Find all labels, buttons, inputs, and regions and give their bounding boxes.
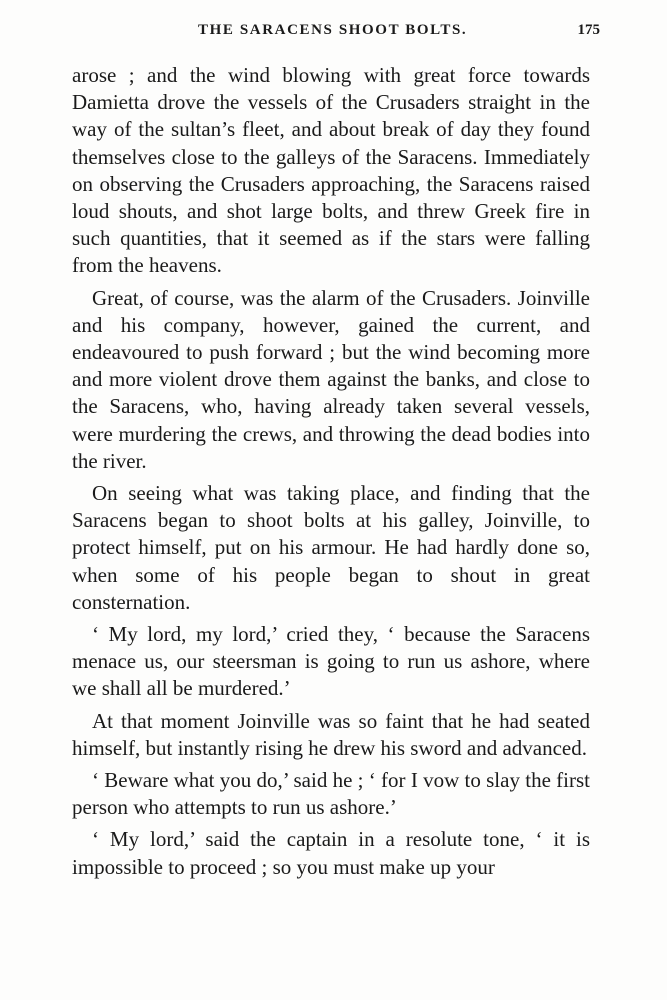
- body-text: [72, 62, 590, 881]
- paragraph-3: On seeing what was taking place, and finding that the Saracens began to shoot bolts at his galley, Joinville, to protect himself, put on his armour. He had hardly done so, when some of his people began to shout in great consternation.: [72, 481, 590, 614]
- paragraph-2: Great, of course, was the alarm of the Crusaders. Joinville and his company, however, gained the current, and endeavoured to push forward ; but the wind becoming more and more violent drove them against the banks, and close to the Saracens, who, having already taken several vessels, were murdering the crews, and throwing the dead bodies into the river.: [72, 285, 590, 473]
- paragraph-5: At that moment Joinville was so faint that he had seated himself, but instantly rising he drew his sword and advanced.: [72, 708, 590, 760]
- page-number: 175: [577, 22, 600, 38]
- running-title: THE SARACENS SHOOT BOLTS.: [198, 22, 468, 38]
- paragraph-6: ‘ Beware what you do,’ said he ; ‘ for I vow to slay the first person who attempts to run us ashore.’: [72, 768, 590, 820]
- paragraph-1: arose ; and the wind blowing with great force towards Damietta drove the vessels of the Crusaders straight in the way of the sultan’s fleet, and about break of day they found themselves close to the galleys of the Saracens. Immediately on observing the Crusaders approaching, the Saracens raised loud shouts, and shot large bolts, and threw Greek fire in such quantities, that it seemed as if the stars were falling from the heavens.: [72, 63, 590, 278]
- running-head: [60, 22, 600, 44]
- paragraph-4: ‘ My lord, my lord,’ cried they, ‘ because the Saracens menace us, our steersman is going to run us ashore, where we shall all be murdered.’: [72, 622, 590, 701]
- paragraph-7: ‘ My lord,’ said the captain in a resolute tone, ‘ it is impossible to proceed ; so you must make up your: [72, 827, 590, 879]
